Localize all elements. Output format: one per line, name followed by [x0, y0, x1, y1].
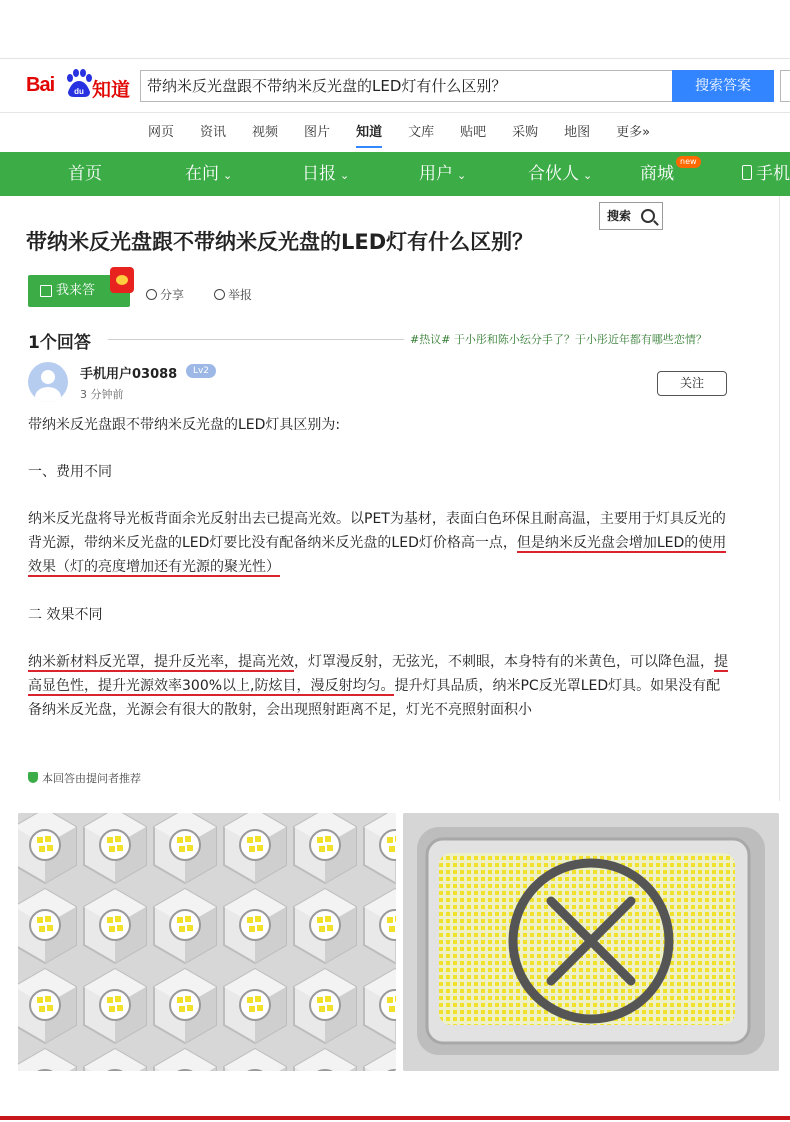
nav-link-web[interactable]: 网页: [148, 125, 175, 140]
report-link[interactable]: 举报: [214, 286, 252, 303]
nav-divider: [0, 112, 790, 113]
answer-heading-effect: 二 效果不同: [28, 607, 103, 623]
chevron-down-icon: ⌄: [583, 169, 593, 182]
top-divider: [0, 58, 790, 59]
edit-icon: [40, 285, 52, 297]
search-extra-button[interactable]: [780, 70, 790, 102]
chevron-down-icon: ⌄: [223, 169, 233, 182]
logo-du: du: [74, 87, 84, 96]
main-nav-partner[interactable]: 合伙人 ⌄: [528, 164, 593, 184]
underlined-text: 提高显色性，提升光源效率300%以上,防炫目，漫反射均匀。: [28, 654, 728, 694]
follow-button[interactable]: 关注: [657, 371, 727, 396]
nav-link-more[interactable]: 更多»: [616, 125, 651, 140]
answer-count: 1个回答: [28, 333, 91, 353]
main-nav-mall[interactable]: 商城: [640, 164, 674, 184]
new-badge: new: [676, 156, 701, 168]
hex-reflector-graphic: [18, 813, 396, 1071]
phone-icon: [742, 165, 752, 180]
chevron-down-icon: ⌄: [457, 169, 467, 182]
reflector-led-image: [18, 813, 396, 1071]
answer-username[interactable]: 手机用户03088: [80, 367, 178, 382]
shield-check-icon: [28, 772, 38, 783]
question-title: 带纳米反光盘跟不带纳米反光盘的LED灯有什么区别？: [26, 230, 534, 254]
logo-zhidao: 知道: [92, 79, 131, 101]
main-nav-mobile[interactable]: 手机: [742, 152, 790, 196]
hot-topic-link[interactable]: #热议# 于小彤和陈小纭分手了？于小彤近年都有哪些恋情？: [410, 333, 707, 346]
main-nav-user[interactable]: 用户 ⌄: [419, 164, 467, 184]
main-nav-bar: [0, 152, 790, 196]
logo-bai: Bai: [26, 74, 55, 96]
answer-intro: 带纳米反光盘跟不带纳米反光盘的LED灯具区别为:: [28, 417, 341, 433]
search-answer-button[interactable]: 搜索答案: [672, 70, 774, 102]
small-search-button[interactable]: 搜索: [599, 202, 663, 230]
share-icon: [146, 289, 157, 300]
avatar[interactable]: [28, 362, 68, 402]
nav-link-wenku[interactable]: 文库: [408, 125, 435, 140]
main-nav-daily[interactable]: 日报 ⌄: [302, 164, 350, 184]
main-nav-home[interactable]: 首页: [68, 164, 102, 184]
nav-link-caigou[interactable]: 采购: [512, 125, 539, 140]
led-panel-graphic: [403, 813, 779, 1071]
red-envelope-icon: [110, 267, 134, 293]
chevron-down-icon: ⌄: [340, 169, 350, 182]
nav-link-video[interactable]: 视频: [252, 125, 279, 140]
recommend-note: 本回答由提问者推荐: [28, 770, 141, 786]
paw-icon: [64, 68, 92, 98]
underlined-text: 但是纳米反光盘会增加LED的使用效果（灯的亮度增加还有光源的聚光性）: [28, 535, 727, 575]
answer-heading-cost: 一、费用不同: [28, 464, 112, 480]
alert-icon: [214, 289, 225, 300]
nav-link-image[interactable]: 图片: [304, 125, 331, 140]
underlined-text: 纳米新材料反光罩，提升反光率，提高光效: [28, 654, 294, 670]
content-right-border: [779, 196, 780, 801]
answer-time: 3 分钟前: [80, 388, 124, 401]
level-badge: Lv2: [186, 364, 216, 378]
share-link[interactable]: 分享: [146, 286, 184, 303]
answer-paragraph-effect: 纳米新材料反光罩，提升反光率，提高光效，灯罩漫反射，无弦光，不刺眼，本身特有的米黄色，可以降色温，提高显色性，提升光源效率300%以上,防炫目，漫反射均匀。提升灯具品质，纳米PC反光罩LED灯具。如果没有配备纳米反光盘，光源会有很大的散射，会出现照射距离不足，灯光不亮照射面积小: [28, 654, 728, 718]
answer-button[interactable]: 我来答: [28, 275, 130, 307]
answer-count-divider: [108, 339, 404, 340]
top-nav: [148, 120, 676, 146]
bottom-red-line: [0, 1116, 790, 1120]
nav-link-news[interactable]: 资讯: [200, 125, 227, 140]
answer-paragraph-cost: 纳米反光盘将导光板背面余光反射出去已提高光效。以PET为基材，表面白色环保且耐高温，主要用于灯具反光的背光源，带纳米反光盘的LED灯要比没有配备纳米反光盘的LED灯价格高一点，但是纳米反光盘会增加LED的使用效果（灯的亮度增加还有光源的聚光性）: [28, 511, 727, 575]
search-icon: [641, 209, 655, 223]
nav-link-map[interactable]: 地图: [564, 125, 591, 140]
search-input[interactable]: 带纳米反光盘跟不带纳米反光盘的LED灯有什么区别？: [140, 70, 672, 102]
nav-link-zhidao[interactable]: 知道: [356, 120, 382, 148]
nav-link-tieba[interactable]: 贴吧: [460, 125, 487, 140]
bare-led-panel-image: [403, 813, 779, 1071]
baidu-zhidao-logo[interactable]: [26, 66, 132, 106]
main-nav-ask[interactable]: 在问 ⌄: [185, 164, 233, 184]
